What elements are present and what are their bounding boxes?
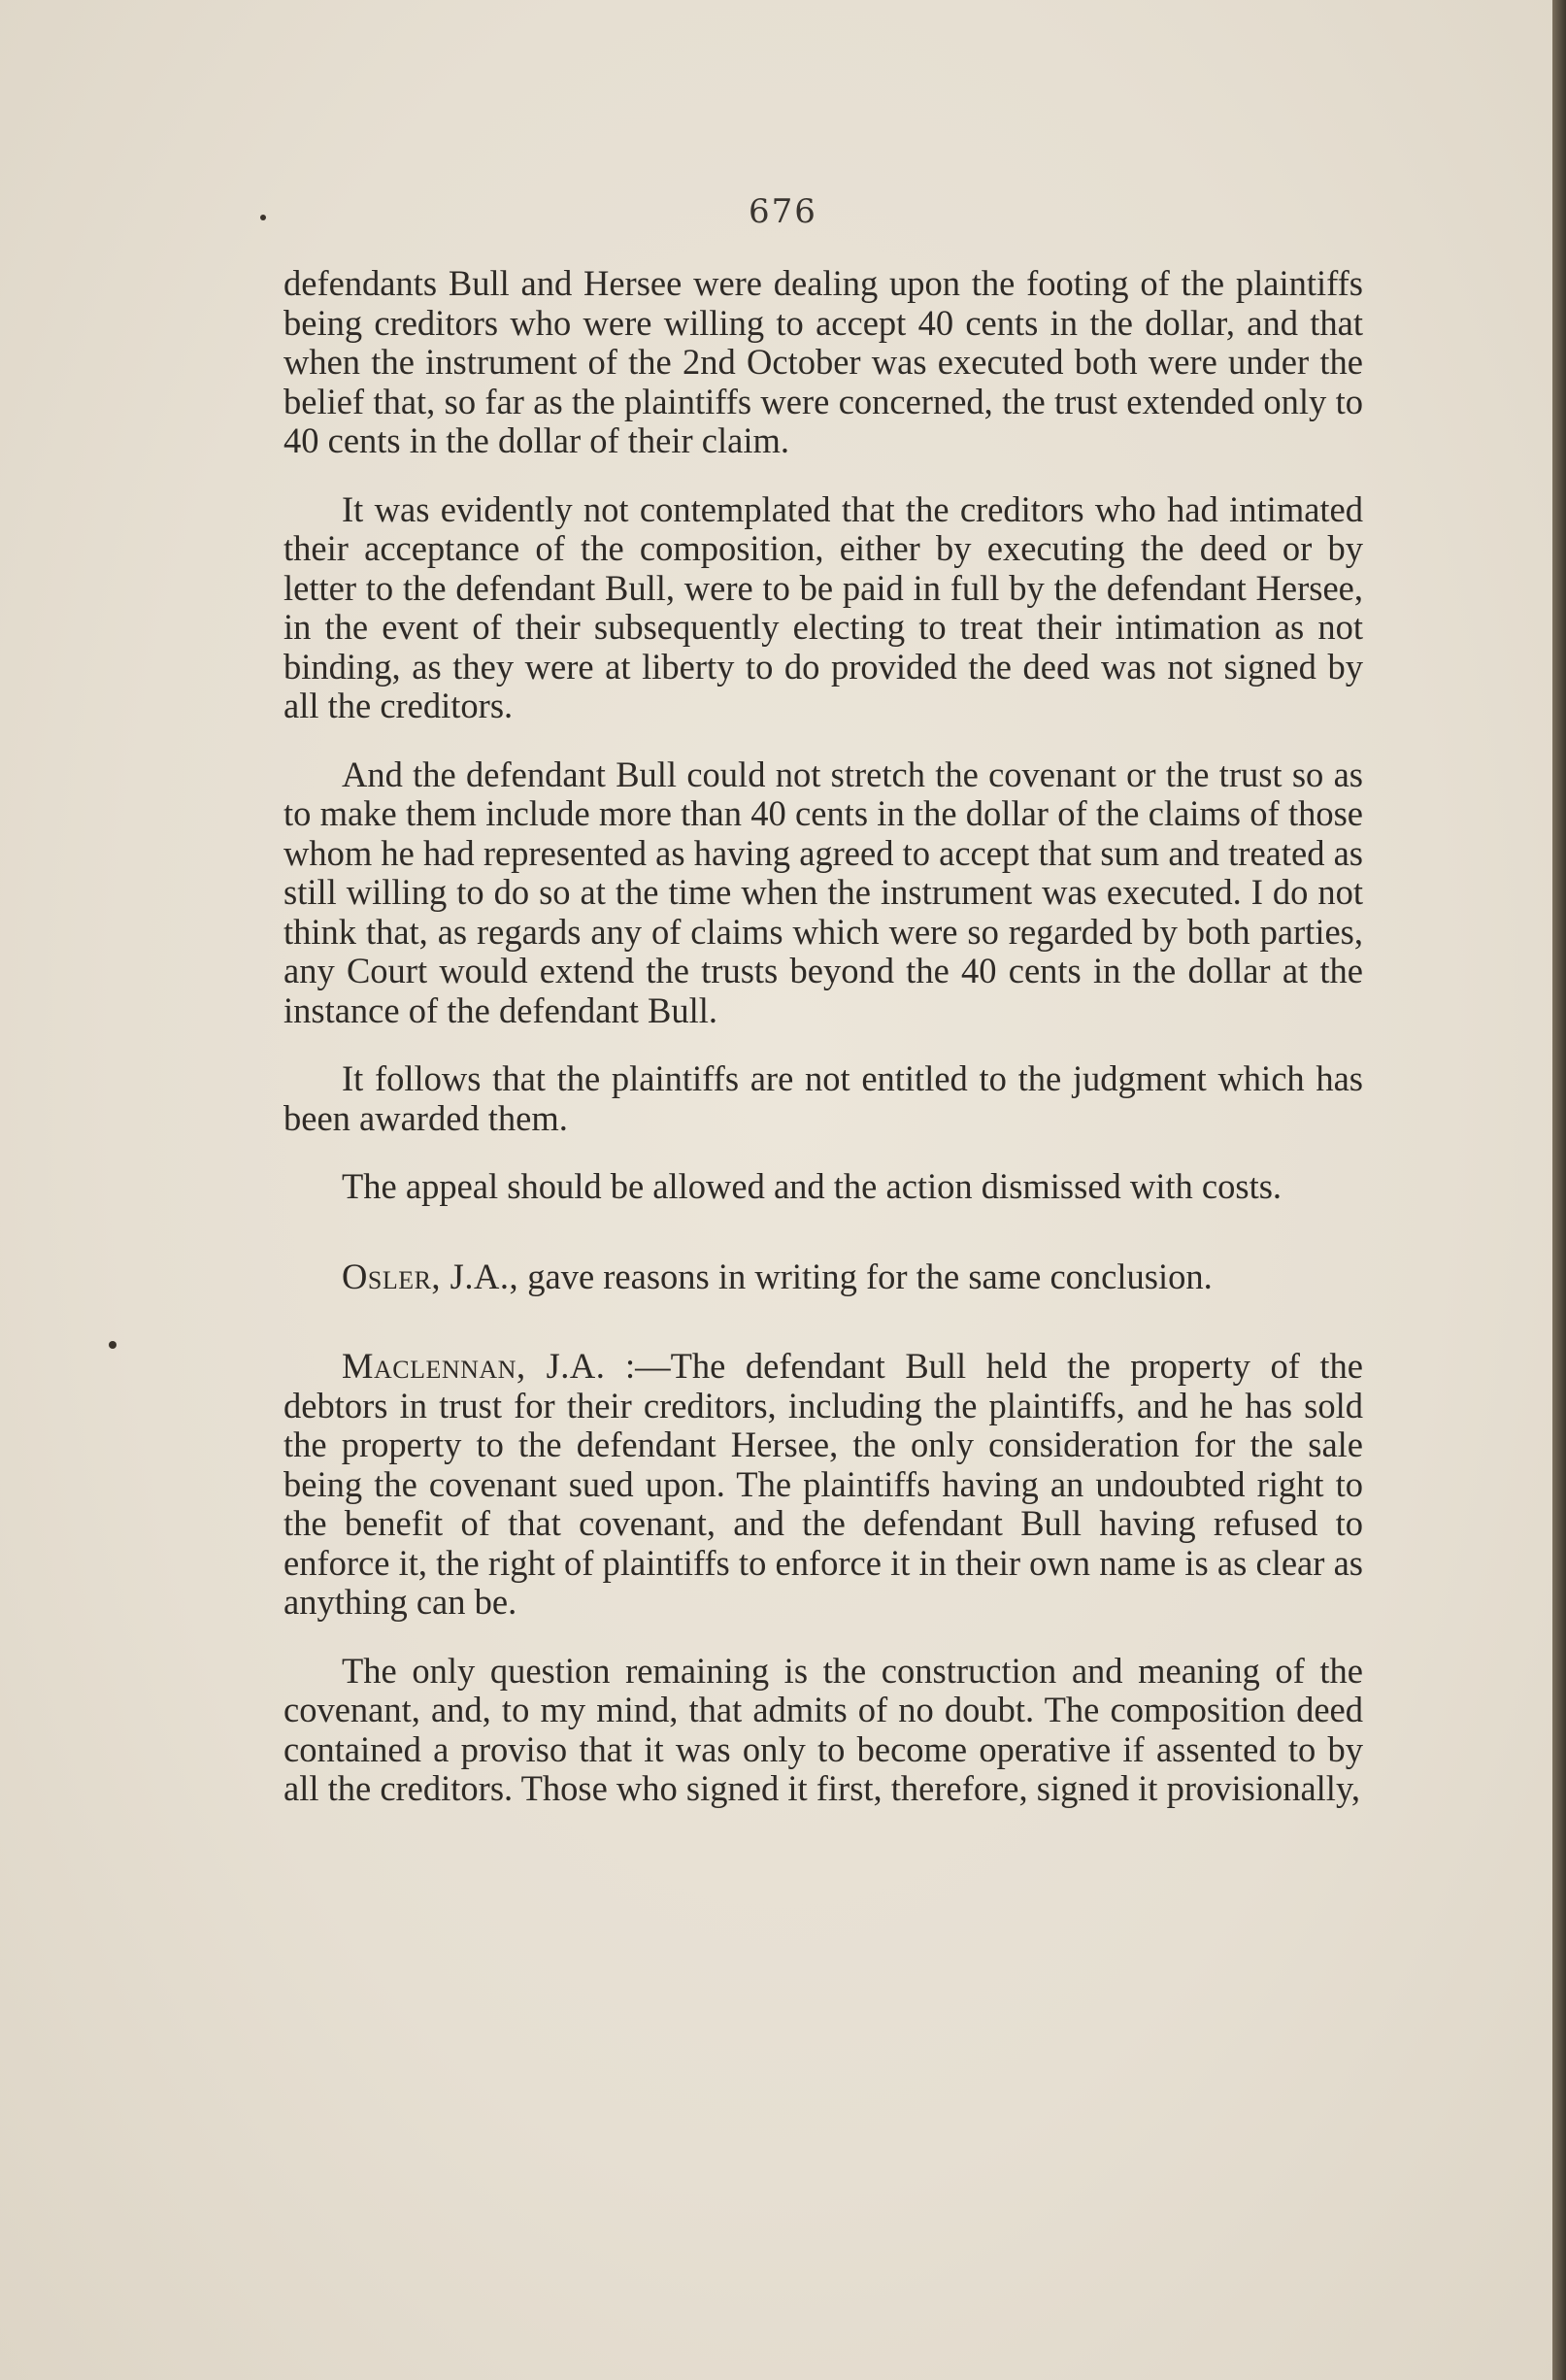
page-number: 676 [749, 192, 817, 231]
paragraph-2 [283, 490, 1363, 726]
body-text [283, 264, 1363, 1838]
paragraph-7-text: :—The defendant Bull held the property of the debtors in trust for their creditors, including the plaintiffs, and he has sold the property to the defendant Hersee, the only consideration for the sale being the covenant sued upon. The plaintiffs having an undoubted right to the benefit of that covenant, and the defendant Bull having refused to enforce it, the right of plaintiffs to enforce it in their own name is as clear as anything can be. [283, 1346, 1363, 1622]
paragraph-1 [283, 264, 1363, 461]
paragraph-3-text: And the defendant Bull could not stretch the covenant or the trust so as to make them include more than 40 cents in the dollar of the claims of those whom he had represented as having agreed to accept that sum and treated as still willing to do so at the time when the instrument was executed. I do not think that, as regards any of claims which were so regarded by both parties, any Court would extend the trusts beyond the 40 cents in the dollar at the instance of the defendant Bull. [283, 754, 1363, 1030]
paragraph-5-text: The appeal should be allowed and the action dismissed with costs. [342, 1166, 1283, 1206]
paragraph-1-text: defendants Bull and Hersee were dealing upon the footing of the plaintiffs being creditors who were willing to accept 40 cents in the dollar, and that when the instrument of the 2nd October was executed both were under the belief that, so far as the plaintiffs were concerned, the trust extended only to 40 cents in the dollar of their claim. [283, 263, 1363, 460]
paragraph-8 [283, 1652, 1363, 1809]
judge-name-maclennan: Maclennan, J.A. [342, 1346, 606, 1386]
paper-speck [109, 1341, 117, 1349]
paragraph-8-text: The only question remaining is the construction and meaning of the covenant, and, to my mind, that admits of no doubt. The composition deed contained a proviso that it was only to become operative if assented to by all the creditors. Those who signed it first, therefore, signed it provisionally, [283, 1650, 1363, 1808]
paragraph-5 [283, 1167, 1363, 1207]
paragraph-6-osler [283, 1257, 1363, 1297]
paragraph-7-maclennan [283, 1347, 1363, 1623]
paragraph-3 [283, 755, 1363, 1031]
page-edge-shadow [1552, 0, 1566, 2380]
paragraph-4-text: It follows that the plaintiffs are not entitled to the judgment which has been awarded them. [283, 1058, 1363, 1138]
paper-speck [260, 215, 266, 220]
paragraph-2-text: It was evidently not contemplated that the creditors who had intimated their acceptance of the composition, either by executing the deed or by letter to the defendant Bull, were to be paid in full by the defendant Hersee, in the event of their subsequently electing to treat their intimation as not binding, as they were at liberty to do provided the deed was not signed by all the creditors. [283, 488, 1363, 725]
paragraph-6-text: gave reasons in writing for the same conclusion. [518, 1256, 1213, 1296]
judge-name-osler: Osler, J.A., [342, 1256, 519, 1296]
paragraph-4 [283, 1059, 1363, 1138]
